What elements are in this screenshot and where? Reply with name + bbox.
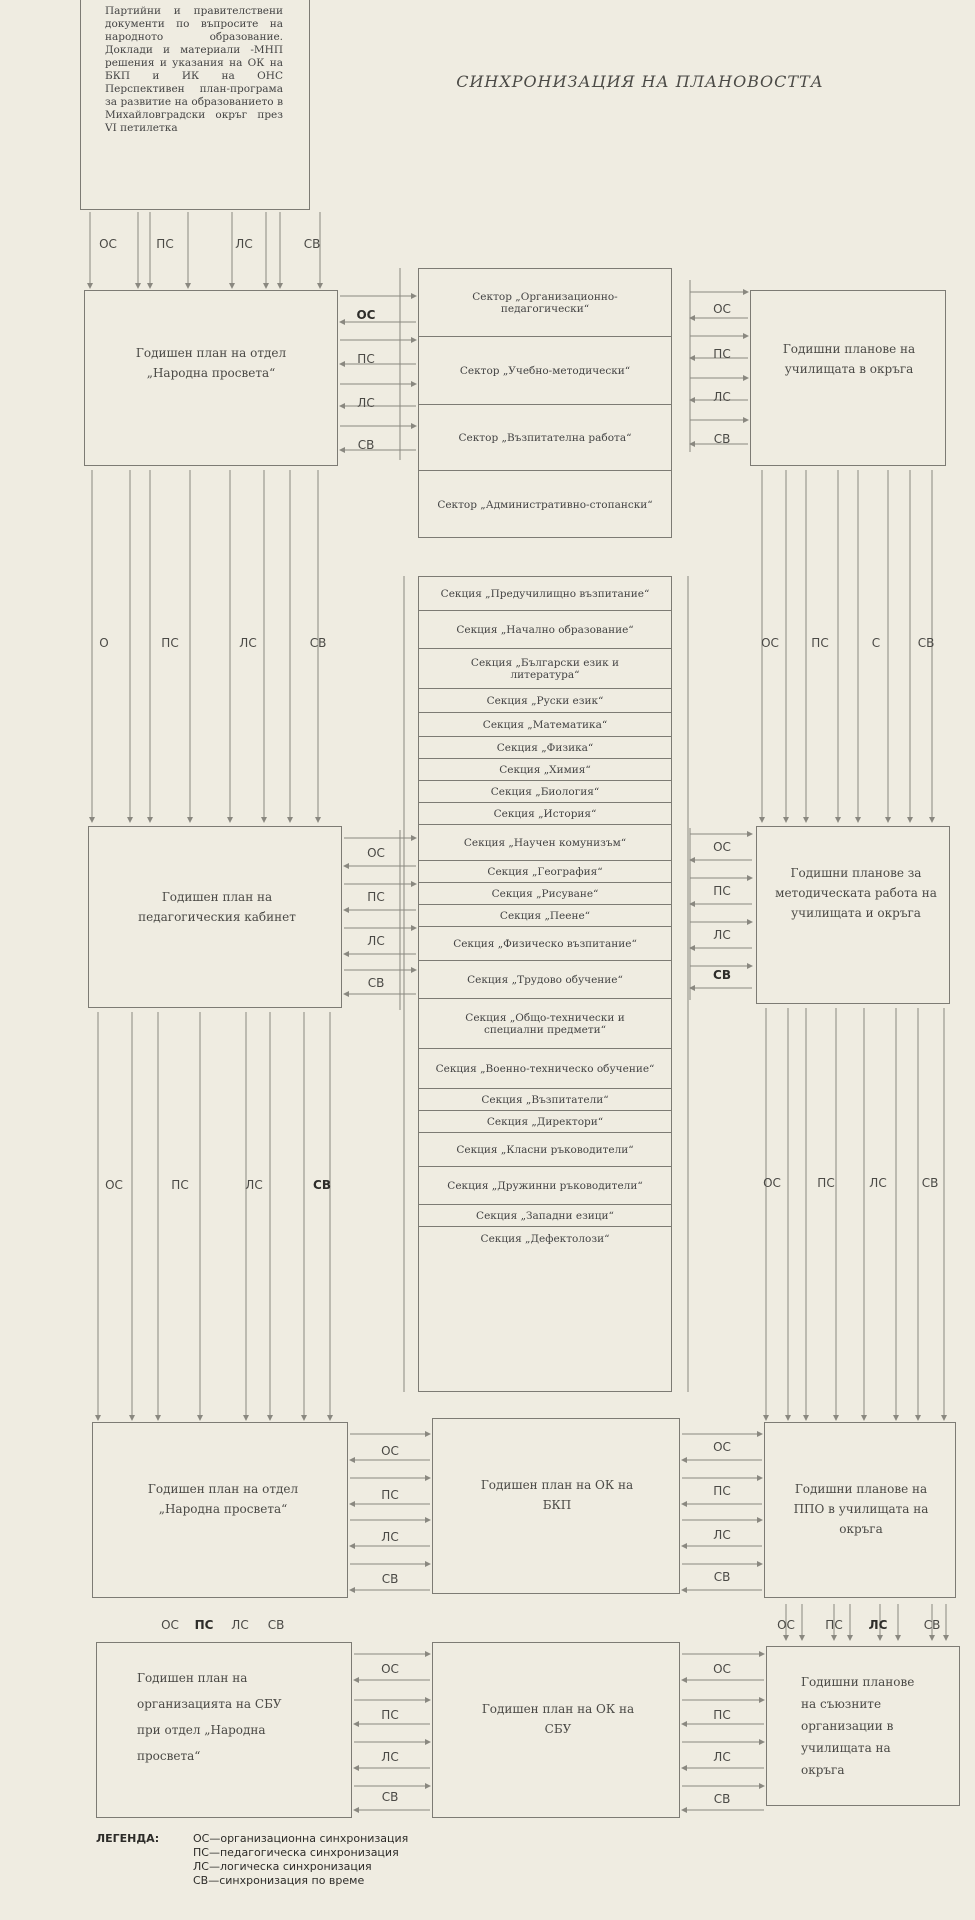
sync-label-ps: ПС — [713, 347, 731, 361]
sync-label-ps: ПС — [825, 1618, 843, 1632]
sector-item: Сектор „Възпитателна работа“ — [419, 405, 671, 471]
section-item: Секция „Трудово обучение“ — [419, 961, 671, 999]
school-plans-box — [750, 290, 946, 466]
section-item: Секция „Военно-техническо обучение“ — [419, 1049, 671, 1089]
sync-label-os: ОС — [356, 308, 376, 322]
section-item: Секция „Химия“ — [419, 759, 671, 781]
sync-label-ls: ЛС — [713, 928, 731, 942]
sync-label-sv: СВ — [313, 1178, 331, 1192]
sync-label-ps: ПС — [381, 1708, 399, 1722]
sync-label-ps: ПС — [367, 890, 385, 904]
section-item: Секция „Руски език“ — [419, 689, 671, 713]
sync-label-ps: ПС — [811, 636, 829, 650]
sync-label-sv: СВ — [367, 976, 385, 990]
section-item: Секция „Физическо възпитание“ — [419, 927, 671, 961]
ok-bkp-text: Годишен план на ОК на БКП — [480, 1478, 634, 1512]
sync-label-ps: ПС — [194, 1618, 214, 1632]
sync-label-ps: ПС — [713, 1708, 731, 1722]
sync-label-sv: СВ — [713, 1792, 731, 1806]
union-plans-box — [766, 1646, 960, 1806]
legend-item: ЛС—логическа синхронизация — [193, 1860, 372, 1873]
sector-item: Сектор „Организационно-педагогически“ — [419, 269, 671, 337]
ped-cabinet-box — [88, 826, 342, 1008]
section-item: Секция „География“ — [419, 861, 671, 883]
section-item: Секция „Математика“ — [419, 713, 671, 737]
dept-plan-bottom-text: Годишен план на отдел „Народна просвета“ — [147, 1482, 299, 1516]
top-documents-text: Партийни и правителствени документи по въпросите на народното образование. Доклади и материали -МНП решения и указания на ОК на БКП и ИК на ОНС Перспективен план-програма за развитие на образованието в Михайловградски окръг през VI петилетка — [105, 5, 283, 134]
section-item: Секция „Западни езици“ — [419, 1205, 671, 1227]
section-item: Секция „Български език и литература“ — [419, 649, 671, 689]
sync-label-ps: ПС — [381, 1488, 399, 1502]
ok-bkp-box — [432, 1418, 680, 1594]
method-plans-text: Годишни планове за методическата работа на училищата и окръга — [775, 866, 937, 920]
sync-label-ps: ПС — [713, 884, 731, 898]
sync-label-os: ОС — [105, 1178, 123, 1192]
sync-label-ls: ЛС — [231, 1618, 249, 1632]
sync-label-sv: СВ — [917, 636, 935, 650]
section-item: Секция „Дружинни ръководители“ — [419, 1167, 671, 1205]
legend-item: ОС—организационна синхронизация — [193, 1832, 409, 1845]
sync-label-sv: СВ — [713, 968, 731, 982]
sector-item: Сектор „Административно-стопански“ — [437, 499, 653, 511]
legend-item: СВ—синхронизация по време — [193, 1874, 365, 1887]
legend — [96, 1832, 408, 1888]
sbu-org-plan-text: Годишен план на организацията на СБУ при отдел „Народна просвета“ — [137, 1671, 282, 1763]
sync-label-ps: ПС — [156, 237, 174, 251]
sync-label-ls: ЛС — [869, 1176, 887, 1190]
legend-item: ПС—педагогическа синхронизация — [193, 1846, 399, 1859]
annual-plan-dept-text: Годишен план на отдел „Народна просвета“ — [135, 346, 287, 380]
sync-label-os: ОС — [99, 237, 117, 251]
sync-label-ls: ЛС — [381, 1530, 399, 1544]
sync-label-ls: ЛС — [239, 636, 257, 650]
top-documents-box — [80, 0, 310, 210]
diagram-title: СИНХРОНИЗАЦИЯ НА ПЛАНОВОСТТА — [456, 72, 824, 91]
ppo-plans-text: Годишни планове на ППО в училищата на окръга — [793, 1482, 929, 1536]
sections-box — [418, 576, 672, 1392]
sync-label-os: ОС — [777, 1618, 795, 1632]
sector-item: Сектор „Учебно-методически“ — [419, 337, 671, 405]
sync-label-sv: СВ — [303, 237, 321, 251]
sync-label-ls: ЛС — [357, 396, 375, 410]
sync-label-ls: ЛС — [245, 1178, 263, 1192]
sync-label-sv: СВ — [309, 636, 327, 650]
sync-label-ls: ЛС — [381, 1750, 399, 1764]
ok-sbu-text: Годишен план на ОК на СБУ — [481, 1702, 635, 1736]
school-plans-text: Годишни планове на училищата в окръга — [782, 342, 916, 376]
section-item: Секция „Пеене“ — [419, 905, 671, 927]
section-item: Секция „Класни ръководители“ — [419, 1133, 671, 1167]
sync-label-os: ОС — [713, 1440, 731, 1454]
sync-label-sv: СВ — [923, 1618, 941, 1632]
sync-label-ls: ЛС — [868, 1618, 888, 1632]
sectors-box — [418, 268, 672, 538]
section-item: Секция „Биология“ — [419, 781, 671, 803]
sync-label-ls: ЛС — [713, 1750, 731, 1764]
sync-label-os: ОС — [161, 1618, 179, 1632]
ok-sbu-box — [432, 1642, 680, 1818]
ppo-plans-box — [764, 1422, 956, 1598]
sync-label-sv: СВ — [713, 432, 731, 446]
sync-label-ps: ПС — [357, 352, 375, 366]
sync-label-os: ОС — [381, 1444, 399, 1458]
sync-label-os: ОС — [381, 1662, 399, 1676]
sync-label-ls: ЛС — [713, 390, 731, 404]
sync-label-os: ОС — [713, 840, 731, 854]
section-item: Секция „Дефектолози“ — [480, 1233, 610, 1245]
sync-label-os: ОС — [367, 846, 385, 860]
sync-label-ps: ПС — [171, 1178, 189, 1192]
sync-label-os: ОС — [761, 636, 779, 650]
union-plans-text: Годишни планове на съюзните организации в училищата на окръга — [801, 1675, 915, 1777]
sync-label-sv: СВ — [357, 438, 375, 452]
sync-label-ls: ЛС — [367, 934, 385, 948]
sync-label-sv: СВ — [381, 1572, 399, 1586]
legend-heading: ЛЕГЕНДА: — [96, 1832, 160, 1845]
sync-label-ls: ЛС — [713, 1528, 731, 1542]
method-plans-box — [756, 826, 950, 1004]
section-item: Секция „Рисуване“ — [419, 883, 671, 905]
sync-label-ps: ПС — [161, 636, 179, 650]
sbu-org-plan-box — [96, 1642, 352, 1818]
section-item: Секция „Общо-технически и специални предмети“ — [419, 999, 671, 1049]
sync-label-sv: СВ — [381, 1790, 399, 1804]
sync-label-ps: ПС — [817, 1176, 835, 1190]
section-item: Секция „История“ — [419, 803, 671, 825]
sync-label-sv: СВ — [267, 1618, 285, 1632]
sync-label-ls: ЛС — [235, 237, 253, 251]
sync-label-s_partial: С — [871, 636, 881, 650]
sync-label-o_partial: О — [99, 636, 109, 650]
section-item: Секция „Директори“ — [419, 1111, 671, 1133]
sync-label-sv: СВ — [713, 1570, 731, 1584]
section-item: Секция „Възпитатели“ — [419, 1089, 671, 1111]
section-item: Секция „Научен комунизъм“ — [419, 825, 671, 861]
sync-label-os: ОС — [763, 1176, 781, 1190]
section-item: Секция „Начално образование“ — [419, 611, 671, 649]
annual-plan-dept-box — [84, 290, 338, 466]
ped-cabinet-text: Годишен план на педагогическия кабинет — [138, 890, 296, 924]
section-item: Секция „Физика“ — [419, 737, 671, 759]
section-item: Секция „Предучилищно възпитание“ — [419, 577, 671, 611]
sync-label-os: ОС — [713, 1662, 731, 1676]
sync-label-sv: СВ — [921, 1176, 939, 1190]
sync-label-os: ОС — [713, 302, 731, 316]
sync-label-ps: ПС — [713, 1484, 731, 1498]
dept-plan-bottom-box — [92, 1422, 348, 1598]
